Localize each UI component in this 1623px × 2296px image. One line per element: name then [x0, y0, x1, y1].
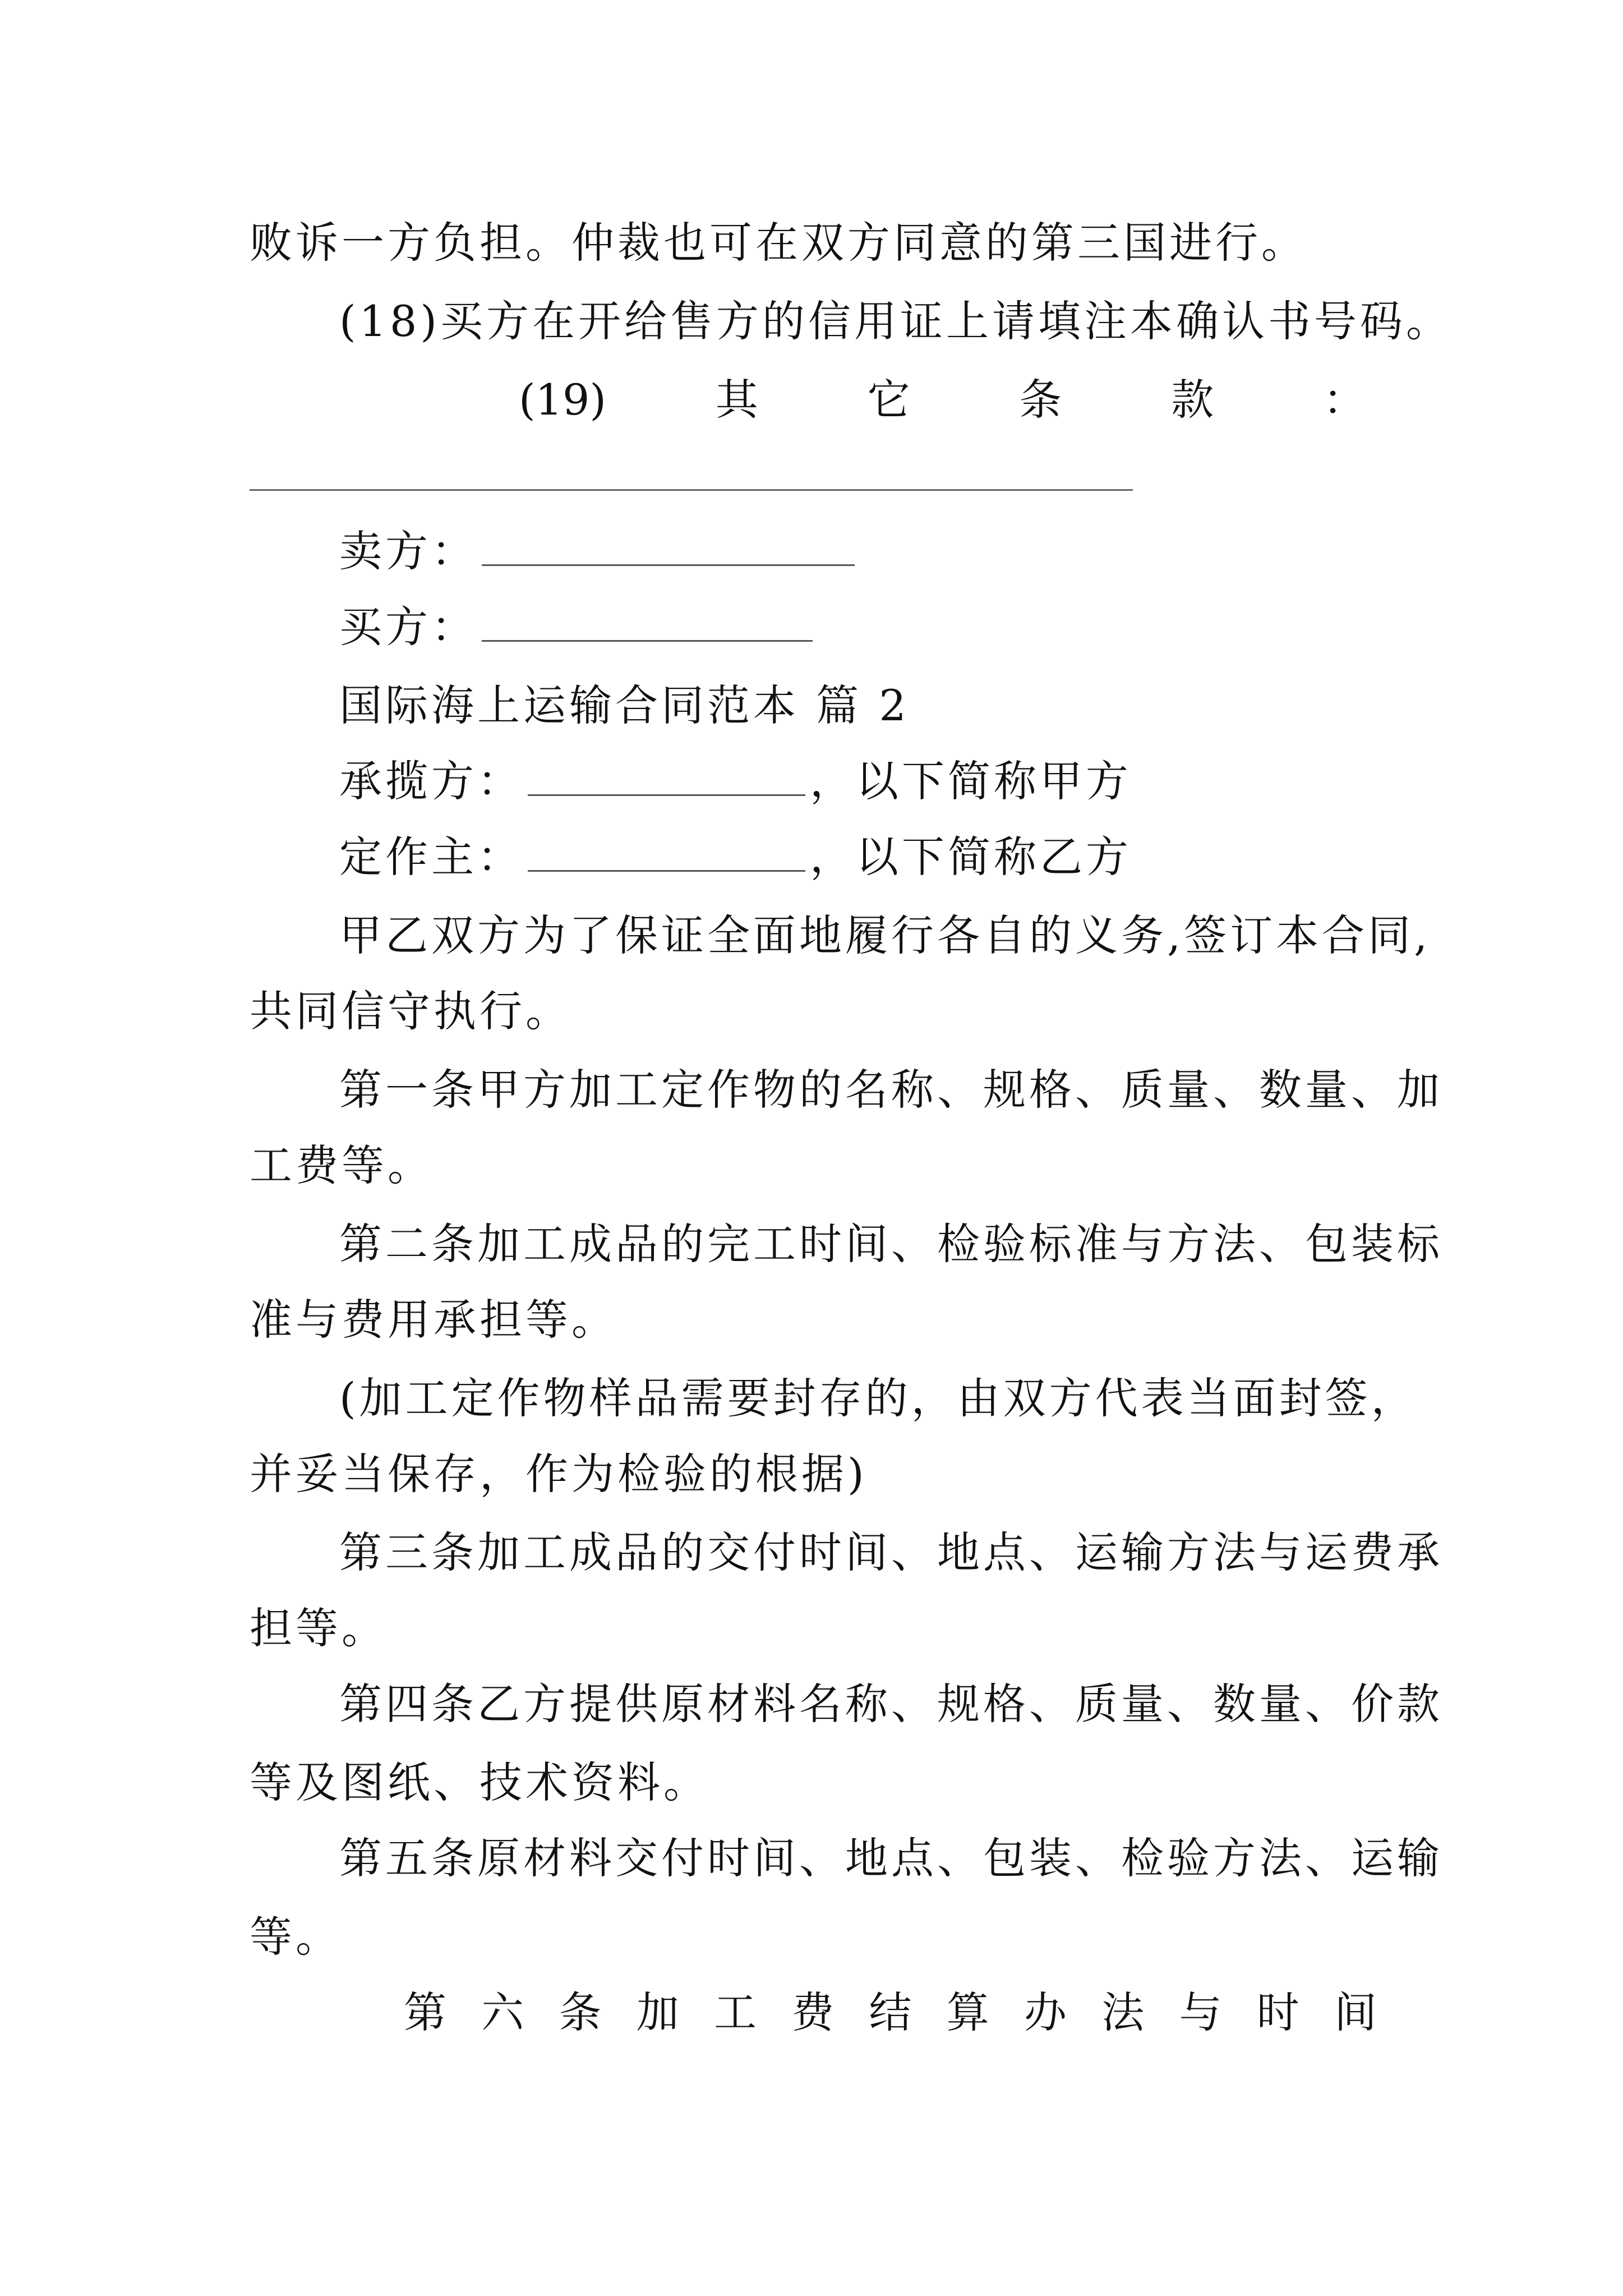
- paragraph-line: 甲乙双方为了保证全面地履行各自的义务,签订本合同,: [339, 910, 1431, 960]
- note-line: 并妥当保存，作为检验的根据): [250, 1449, 868, 1499]
- party-b-line: [339, 830, 1132, 884]
- article-6-char: 与: [1179, 1987, 1222, 2037]
- party-a-blank: [528, 755, 805, 796]
- article-3-line: 担等。: [250, 1603, 388, 1653]
- party-a-line: [339, 754, 1132, 808]
- blank-fill-line: [250, 489, 1133, 491]
- article-5-line: 第五条原材料交付时间、地点、包装、检验方法、运输: [339, 1833, 1443, 1883]
- buyer-label: 买方：: [339, 602, 477, 652]
- heading-char: 款: [1171, 375, 1214, 425]
- note-line: (加工定作物样品需要封存的，由双方代表当面封签，: [339, 1373, 1417, 1423]
- article-4-line: 等及图纸、技术资料。: [250, 1757, 709, 1807]
- party-a-label: 承揽方：: [339, 756, 523, 806]
- paragraph-line: 共同信守执行。: [250, 986, 571, 1036]
- article-3-line: 第三条加工成品的交付时间、地点、运输方法与运费承: [339, 1527, 1443, 1577]
- article-6-char: 费: [791, 1987, 834, 2037]
- heading-char: 其: [715, 375, 758, 425]
- buyer-blank: [482, 601, 813, 642]
- clause-19-heading: [519, 373, 1366, 427]
- article-6-char: 间: [1334, 1987, 1377, 2037]
- heading-char: 它: [867, 375, 910, 425]
- article-4-line: 第四条乙方提供原材料名称、规格、质量、数量、价款: [339, 1679, 1443, 1729]
- section-title: 国际海上运输合同范本 篇 2: [339, 680, 910, 730]
- seller-blank: [482, 525, 855, 566]
- article-6-char: 办: [1024, 1987, 1067, 2037]
- article-6-heading: [404, 1986, 1377, 2040]
- article-1-line: 第一条甲方加工定作物的名称、规格、质量、数量、加: [339, 1065, 1443, 1115]
- heading-char: ：: [1323, 375, 1366, 425]
- seller-line: [339, 524, 859, 578]
- article-6-char: 时: [1256, 1987, 1299, 2037]
- article-6-char: 第: [404, 1987, 446, 2037]
- article-6-char: 加: [636, 1987, 679, 2037]
- article-6-char: 法: [1101, 1987, 1145, 2037]
- article-6-char: 条: [559, 1987, 602, 2037]
- text-line: 败诉一方负担。仲裁也可在双方同意的第三国进行。: [250, 218, 1307, 268]
- article-5-line: 等。: [250, 1912, 342, 1962]
- clause-18: (18)买方在开给售方的信用证上请填注本确认书号码。: [339, 296, 1453, 346]
- party-b-label: 定作主：: [339, 832, 523, 882]
- article-2-line: 第二条加工成品的完工时间、检验标准与方法、包装标: [339, 1219, 1443, 1269]
- party-b-blank: [528, 831, 805, 872]
- article-6-char: 算: [946, 1987, 989, 2037]
- article-6-char: 工: [714, 1987, 757, 2037]
- article-6-char: 六: [481, 1987, 524, 2037]
- buyer-line: [339, 600, 817, 654]
- heading-char: 条: [1019, 375, 1062, 425]
- seller-label: 卖方：: [339, 526, 477, 576]
- party-a-suffix: ，以下简称甲方: [810, 756, 1132, 806]
- clause-19-number: (19): [519, 375, 607, 425]
- article-6-char: 结: [869, 1987, 912, 2037]
- article-2-line: 准与费用承担等。: [250, 1295, 617, 1345]
- party-b-suffix: ，以下简称乙方: [810, 832, 1132, 882]
- article-1-line: 工费等。: [250, 1140, 434, 1190]
